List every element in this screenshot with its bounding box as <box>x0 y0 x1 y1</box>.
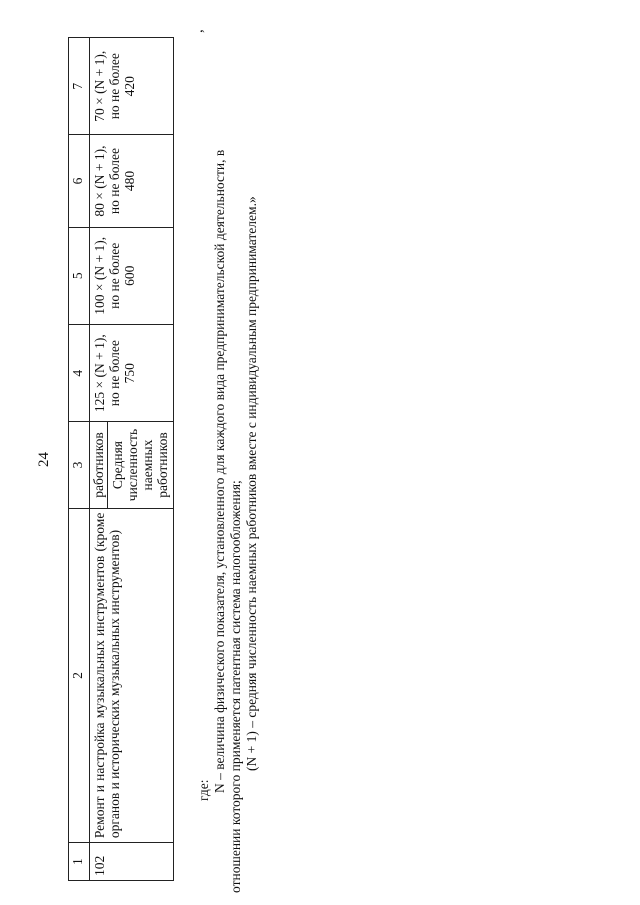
rate-cell-5 <box>90 227 174 324</box>
n-definition-continued: отношении которого применяется патентная система налогообложения; <box>227 480 243 893</box>
rate-cell-6 <box>90 135 174 227</box>
col-header-7: 7 <box>69 38 90 135</box>
rate-limit-value: 420 <box>122 76 138 97</box>
indicator-text: Средняя численность наемных работников <box>110 428 171 502</box>
rate-limit-label: но не более <box>107 242 123 309</box>
rate-cell-4 <box>90 324 174 421</box>
footnotes <box>196 55 260 893</box>
n-plus-1-definition: (N + 1) – средняя численность наемных работников вместе с индивидуальным предпринимателем.» <box>243 196 259 771</box>
col-header-6: 6 <box>69 135 90 227</box>
rate-limit-value: 600 <box>122 265 138 286</box>
prev-row-fragment: работников <box>90 422 108 507</box>
rate-limit-label: но не более <box>107 53 123 120</box>
table-header-row <box>69 38 90 881</box>
col-header-4: 4 <box>69 324 90 421</box>
rate-formula: 80 × (N + 1), <box>92 145 107 217</box>
rate-limit-label: но не более <box>107 340 123 407</box>
rate-formula: 100 × (N + 1), <box>92 236 107 315</box>
where-label: где: <box>196 779 211 801</box>
rate-limit-value: 480 <box>122 170 138 192</box>
page-number: 24 <box>36 452 52 467</box>
rate-formula: 125 × (N + 1), <box>92 334 107 413</box>
table-row <box>90 38 174 881</box>
activity-name: Ремонт и настройка музыкальных инструментов (кроме органов и исторических музыкальных инструментов) <box>90 508 174 842</box>
col-header-2: 2 <box>69 508 90 842</box>
tariff-table <box>68 37 174 881</box>
rate-formula: 70 × (N + 1), <box>92 50 107 122</box>
rate-limit-value: 750 <box>122 363 138 384</box>
rate-limit-label: но не более <box>107 147 123 215</box>
n-definition: N – величина физического показателя, установленного для каждого вида предпринимательской деятельности, в <box>211 149 227 793</box>
col-header-1: 1 <box>69 843 90 881</box>
trailing-comma: , <box>190 29 206 33</box>
indicator-cell <box>90 422 174 508</box>
col-header-3: 3 <box>69 422 90 508</box>
col-header-5: 5 <box>69 227 90 324</box>
rate-cell-7 <box>90 38 174 135</box>
row-number: 102 <box>90 843 174 881</box>
